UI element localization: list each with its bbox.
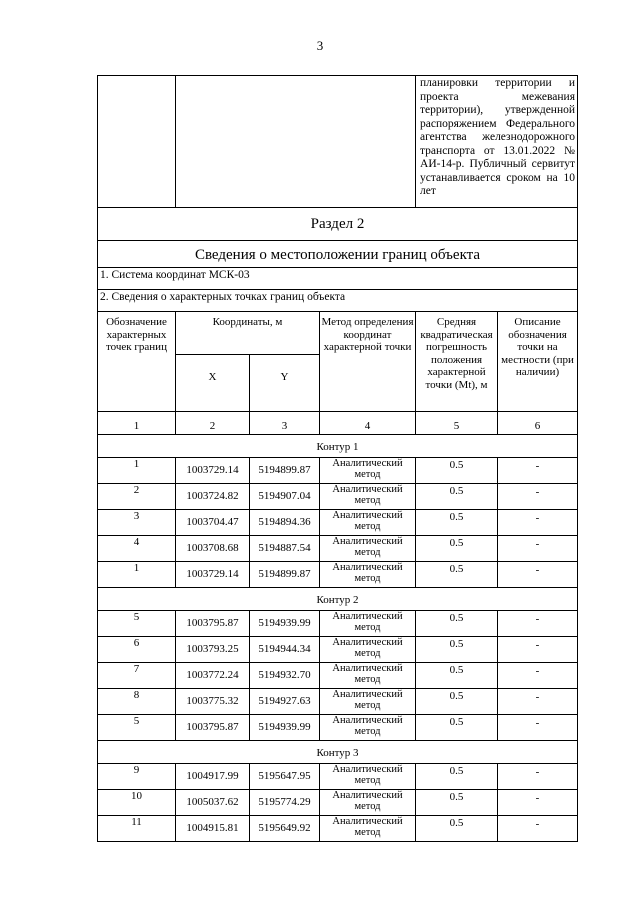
x-cell: 1004917.99 — [176, 764, 250, 790]
point-cell: 5 — [98, 611, 176, 637]
y-cell: 5194907.04 — [250, 484, 320, 510]
table-row — [98, 611, 578, 637]
point-cell: 9 — [98, 764, 176, 790]
x-cell: 1003772.24 — [176, 663, 250, 689]
coord-system-text: 1. Система координат МСК-03 — [98, 268, 578, 290]
point-cell: 5 — [98, 715, 176, 741]
header-designation: Обозначение характерных точек границ — [98, 312, 176, 412]
point-cell: 11 — [98, 816, 176, 842]
col-number: 2 — [176, 412, 250, 435]
contour-title-row — [98, 588, 578, 611]
point-cell: 3 — [98, 510, 176, 536]
col-number: 1 — [98, 412, 176, 435]
error-cell: 0.5 — [416, 764, 498, 790]
y-cell: 5194944.34 — [250, 637, 320, 663]
col-number: 4 — [320, 412, 416, 435]
error-cell: 0.5 — [416, 611, 498, 637]
table-row — [98, 484, 578, 510]
y-cell: 5194939.99 — [250, 715, 320, 741]
error-cell: 0.5 — [416, 816, 498, 842]
header-error: Средняя квадратическая погрешность положения характерной точки (Mt), м — [416, 312, 498, 412]
error-cell: 0.5 — [416, 637, 498, 663]
point-cell: 6 — [98, 637, 176, 663]
error-cell: 0.5 — [416, 790, 498, 816]
x-cell: 1003724.82 — [176, 484, 250, 510]
method-cell: Аналитический метод — [320, 510, 416, 536]
point-cell: 4 — [98, 536, 176, 562]
description-cell: - — [498, 816, 578, 842]
error-cell: 0.5 — [416, 689, 498, 715]
col-number: 5 — [416, 412, 498, 435]
method-cell: Аналитический метод — [320, 484, 416, 510]
point-cell: 10 — [98, 790, 176, 816]
top-continuation-row — [98, 76, 578, 208]
header-y: Y — [250, 355, 320, 412]
table-row — [98, 458, 578, 484]
x-cell: 1003793.25 — [176, 637, 250, 663]
table-row — [98, 790, 578, 816]
y-cell: 5194939.99 — [250, 611, 320, 637]
y-cell: 5194899.87 — [250, 562, 320, 588]
col-number: 6 — [498, 412, 578, 435]
error-cell: 0.5 — [416, 484, 498, 510]
method-cell: Аналитический метод — [320, 689, 416, 715]
method-cell: Аналитический метод — [320, 663, 416, 689]
y-cell: 5194932.70 — [250, 663, 320, 689]
top-continuation-text: планировки территории и проекта межевания территории), утвержденной распоряжением Федерального агентства железнодорожного транспорта от 13.01.2022 № АИ-14-р. Публичный сервитут устанавливается сроком на 10 лет — [416, 76, 578, 208]
error-cell: 0.5 — [416, 663, 498, 689]
point-cell: 1 — [98, 458, 176, 484]
table-row — [98, 663, 578, 689]
description-cell: - — [498, 790, 578, 816]
description-cell: - — [498, 536, 578, 562]
description-cell: - — [498, 458, 578, 484]
error-cell: 0.5 — [416, 458, 498, 484]
description-cell: - — [498, 764, 578, 790]
description-cell: - — [498, 562, 578, 588]
column-numbers-row — [98, 412, 578, 435]
y-cell: 5195649.92 — [250, 816, 320, 842]
x-cell: 1003729.14 — [176, 562, 250, 588]
table-row — [98, 536, 578, 562]
description-cell: - — [498, 689, 578, 715]
header-x: X — [176, 355, 250, 412]
x-cell: 1003704.47 — [176, 510, 250, 536]
y-cell: 5195774.29 — [250, 790, 320, 816]
table-row — [98, 637, 578, 663]
contour-title: Контур 3 — [98, 741, 578, 764]
method-cell: Аналитический метод — [320, 715, 416, 741]
description-cell: - — [498, 484, 578, 510]
col-number: 3 — [250, 412, 320, 435]
x-cell: 1003708.68 — [176, 536, 250, 562]
section-subtitle-row — [98, 241, 578, 268]
table-row — [98, 510, 578, 536]
section-title: Раздел 2 — [98, 208, 578, 241]
contour-title: Контур 1 — [98, 435, 578, 458]
table-row — [98, 689, 578, 715]
x-cell: 1003795.87 — [176, 611, 250, 637]
point-cell: 1 — [98, 562, 176, 588]
header-coords: Координаты, м — [176, 312, 320, 355]
table-row — [98, 816, 578, 842]
header-row — [98, 312, 578, 355]
y-cell: 5194899.87 — [250, 458, 320, 484]
section-subtitle: Сведения о местоположении границ объекта — [98, 241, 578, 268]
y-cell: 5194894.36 — [250, 510, 320, 536]
error-cell: 0.5 — [416, 715, 498, 741]
section-row — [98, 208, 578, 241]
x-cell: 1005037.62 — [176, 790, 250, 816]
method-cell: Аналитический метод — [320, 764, 416, 790]
method-cell: Аналитический метод — [320, 790, 416, 816]
y-cell: 5194887.54 — [250, 536, 320, 562]
table-row — [98, 562, 578, 588]
point-cell: 7 — [98, 663, 176, 689]
method-cell: Аналитический метод — [320, 562, 416, 588]
point-cell: 2 — [98, 484, 176, 510]
page-number: 3 — [316, 38, 324, 53]
x-cell: 1003775.32 — [176, 689, 250, 715]
y-cell: 5194927.63 — [250, 689, 320, 715]
error-cell: 0.5 — [416, 510, 498, 536]
points-heading-row — [98, 290, 578, 312]
method-cell: Аналитический метод — [320, 816, 416, 842]
method-cell: Аналитический метод — [320, 637, 416, 663]
header-description: Описание обозначения точки на местности (при наличии) — [498, 312, 578, 412]
table-row — [98, 764, 578, 790]
document-table — [97, 75, 577, 842]
description-cell: - — [498, 510, 578, 536]
error-cell: 0.5 — [416, 536, 498, 562]
x-cell: 1003795.87 — [176, 715, 250, 741]
method-cell: Аналитический метод — [320, 536, 416, 562]
coord-system-row — [98, 268, 578, 290]
x-cell: 1004915.81 — [176, 816, 250, 842]
contour-title-row — [98, 435, 578, 458]
description-cell: - — [498, 637, 578, 663]
description-cell: - — [498, 663, 578, 689]
point-cell: 8 — [98, 689, 176, 715]
contour-title-row — [98, 741, 578, 764]
table-row — [98, 715, 578, 741]
description-cell: - — [498, 611, 578, 637]
method-cell: Аналитический метод — [320, 611, 416, 637]
points-heading-text: 2. Сведения о характерных точках границ объекта — [98, 290, 578, 312]
x-cell: 1003729.14 — [176, 458, 250, 484]
header-method: Метод определения координат характерной точки — [320, 312, 416, 412]
contour-title: Контур 2 — [98, 588, 578, 611]
method-cell: Аналитический метод — [320, 458, 416, 484]
description-cell: - — [498, 715, 578, 741]
error-cell: 0.5 — [416, 562, 498, 588]
y-cell: 5195647.95 — [250, 764, 320, 790]
